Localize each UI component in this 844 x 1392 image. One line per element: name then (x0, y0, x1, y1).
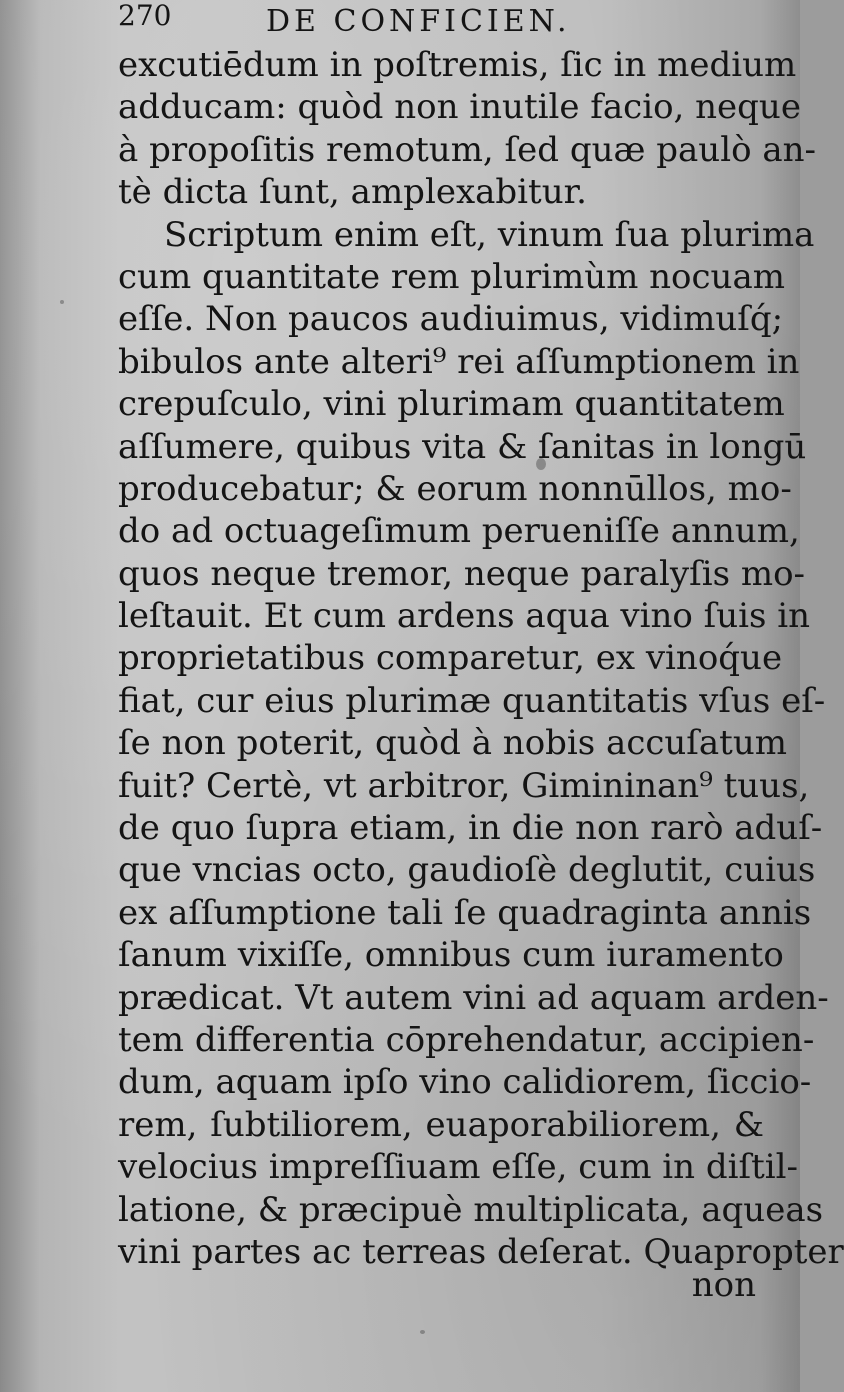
text-line: de quo ſupra etiam, in die non rarò aduſ- (118, 808, 823, 849)
text-line: aſſumere, quibus vita & ſanitas in longū (118, 426, 807, 467)
paper-speck (536, 458, 546, 470)
text-line: tem differentia cōprehendatur, accipien- (118, 1019, 815, 1060)
paragraph-first-line: Scriptum enim eſt, vinum ſua plurima (164, 214, 815, 255)
body-text (118, 44, 844, 1273)
text-line: velocius impreſſiuam eſſe, cum in diſtil- (118, 1147, 798, 1188)
text-line: ſanum vixiſſe, omnibus cum iuramento (118, 935, 784, 976)
catchword: non (691, 1265, 756, 1305)
text-line: tè dicta ſunt, amplexabitur. (118, 172, 587, 213)
text-line: crepuſculo, vini plurimam quantitatem (118, 384, 785, 425)
text-line: excutiēdum in poſtremis, ſic in medium (118, 45, 797, 85)
text-line: bibulos ante alteri⁹ rei aſſumptionem in (118, 341, 800, 382)
text-line: prædicat. Vt autem vini ad aquam arden- (118, 977, 829, 1018)
paper-speck (60, 300, 64, 304)
page-number: 270 (118, 0, 172, 32)
text-line: adducam: quòd non inutile facio, neque (118, 87, 801, 128)
paper-speck (420, 1330, 425, 1334)
text-line: ex aſſumptione tali ſe quadraginta annis (118, 892, 812, 933)
text-line: cum quantitate rem plurimùm nocuam (118, 256, 785, 297)
text-line: producebatur; & eorum nonnūllos, mo- (118, 468, 792, 509)
text-line: proprietatibus comparetur, ex vinoq́ue (118, 638, 783, 679)
text-line: leſtauit. Et cum ardens aqua vino ſuis in (118, 596, 811, 637)
text-line: rem, ſubtiliorem, euaporabiliorem, & (118, 1104, 764, 1145)
text-line: ſe non poterit, quòd à nobis accuſatum (118, 723, 787, 764)
running-head (118, 2, 758, 42)
text-line: dum, aquam ipſo vino calidiorem, ſiccio- (118, 1062, 812, 1103)
text-line: que vncias octo, gaudioſè deglutit, cuius (118, 850, 816, 891)
text-line: latione, & præcipuè multiplicata, aqueas (118, 1189, 824, 1230)
running-title: DE CONFICIEN. (266, 4, 571, 39)
text-line: fiat, cur eius plurimæ quantitatis vſus eſ- (118, 680, 826, 721)
text-line: à propoſitis remotum, ſed quæ paulò an- (118, 129, 816, 170)
text-line: fuit? Certè, vt arbitror, Gimininan⁹ tuus, (118, 765, 810, 806)
text-line: do ad octuageſimum perueniſſe annum, (118, 511, 800, 552)
text-line: eſſe. Non paucos audiuimus, vidimuſq́; (118, 299, 784, 340)
text-line: vini partes ac terreas deſerat. Quapropter (118, 1231, 844, 1272)
text-line: quos neque tremor, neque paralyſis mo- (118, 553, 806, 594)
